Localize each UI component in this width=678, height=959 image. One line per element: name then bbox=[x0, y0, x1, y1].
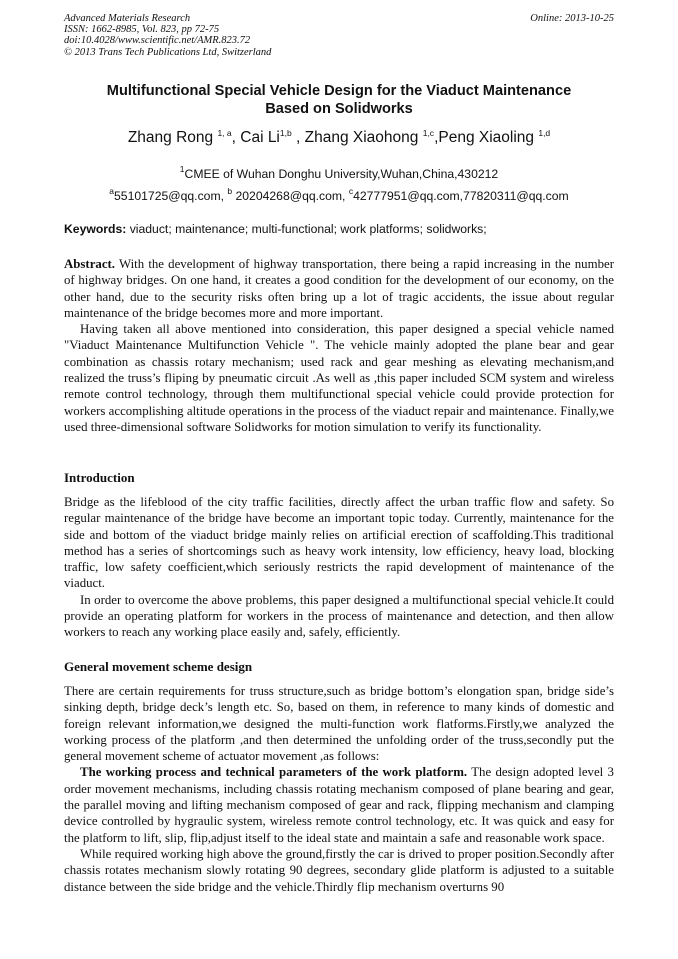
title-line-1: Multifunctional Special Vehicle Design for the Viaduct Maintenance bbox=[106, 83, 572, 99]
abstract-label: Abstract. bbox=[64, 257, 116, 271]
affiliation-text: CMEE of Wuhan Donghu University,Wuhan,China,430212 bbox=[184, 167, 499, 181]
author-affil-sup: 1,d bbox=[538, 128, 551, 138]
abstract-text-1: With the development of highway transportation, there being a rapid increasing in the number of highway bridges. On one hand, it creates a good condition for the development of our economy, on the other hand, due to the security risks often bring up a lot of tragic accidents, the issue about regular maintenance of the bridge becomes more and more important. bbox=[64, 257, 614, 320]
title-line-2: Based on Solidworks bbox=[265, 101, 413, 117]
abstract-paragraph-1 bbox=[64, 256, 614, 321]
general-movement-section bbox=[64, 683, 614, 895]
author-list bbox=[64, 128, 614, 147]
introduction-section bbox=[64, 494, 614, 641]
author-sep: , bbox=[434, 129, 439, 146]
affiliation-sup: 1 bbox=[179, 164, 185, 174]
abstract-section bbox=[64, 256, 614, 435]
journal-name: Advanced Materials Research bbox=[64, 13, 191, 24]
email-text: 42777951@qq.com,77820311@qq.com bbox=[353, 189, 569, 203]
email-sup: a bbox=[109, 186, 115, 196]
introduction-paragraph-1: Bridge as the lifeblood of the city traffic facilities, directly affect the urban traffic flow and safety. So regular maintenance of the bridge have become an important topic today. Currently, maintenance for the side and bottom of the viaduct bridge mainly relies on artificial erection of scaffolding.This traditional method has a series of shortcomings such as heavy work intensity, low efficiency, heavy load, blocking traffic, low safety coefficient,which seriously restricts the rapid development of maintenance of the viaduct. bbox=[64, 495, 614, 591]
author-affil-sup: 1,c bbox=[422, 128, 435, 138]
keywords-text: viaduct; maintenance; multi-functional; work platforms; solidworks; bbox=[126, 222, 487, 236]
email-text: 55101725@qq.com, bbox=[114, 189, 228, 203]
journal-header bbox=[64, 13, 271, 58]
keywords bbox=[64, 222, 614, 236]
keywords-label: Keywords: bbox=[64, 222, 127, 236]
general-paragraph-1: There are certain requirements for truss structure,such as bridge bottom’s elongation span, bridge side’s sinking depth, bridge deck’s length etc. So, based on them, in reference to many kinds of domestic and foreign relevant information,we designed the multi-function work flatforms.Firstly,we analyzed the working process of the platform ,and then determined the unfolding order of the truss,secondly put the general movement scheme of actuator movement ,as follows: bbox=[64, 684, 614, 764]
email-list bbox=[64, 186, 614, 203]
author-affil-sup: 1, a bbox=[217, 128, 232, 138]
affiliation bbox=[64, 164, 614, 181]
email-text: 20204268@qq.com, bbox=[232, 189, 349, 203]
general-paragraph-3: While required working high above the ground,firstly the car is drived to proper position.Secondly after chassis rotates mechanism slowly rotating 90 degrees, secondary glide platform is adjusted to a suitable distance between the side bridge and the vehicle.Thirdly flip mechanism overturns 90 bbox=[64, 846, 614, 894]
paper-title bbox=[64, 82, 614, 118]
email-sup: c bbox=[348, 186, 354, 196]
general-paragraph-2-bold: The working process and technical parameters of the work platform. bbox=[80, 765, 468, 780]
copyright: © 2013 Trans Tech Publications Ltd, Switzerland bbox=[64, 46, 272, 58]
issn: ISSN: 1662-8985, Vol. 823, pp 72-75 bbox=[64, 24, 220, 36]
author-sep: , bbox=[231, 129, 241, 146]
email-sup: b bbox=[227, 186, 233, 196]
author-name: Cai Li bbox=[240, 129, 280, 146]
author-affil-sup: 1,b bbox=[279, 128, 292, 138]
introduction-heading: Introduction bbox=[64, 470, 135, 485]
abstract-paragraph-2: Having taken all above mentioned into consideration, this paper designed a special vehicle named "Viaduct Maintenance Multifunction Vehicle ". The vehicle mainly adopted the plane bear and gear combination as chassis rotary mechanism; used rack and gear meshing as elevating mechanism,and realized the truss’s fliping by pneumatic circuit .As well as ,this paper included SCM system and wireless remote control technology, through them multifunctional special vehicle could provide protection for workers accomplishing altitude operations in the process of the viaduct repair and maintenance. Finally,we used three-dimensional software Solidworks for motion simulation to verify its functionality. bbox=[64, 322, 614, 434]
general-paragraph-2 bbox=[64, 764, 614, 845]
author-name: Zhang Rong bbox=[127, 129, 218, 146]
online-date: Online: 2013-10-25 bbox=[530, 13, 614, 24]
doi: doi:10.4028/www.scientific.net/AMR.823.72 bbox=[64, 35, 251, 47]
general-paragraph-2-text: The design adopted level 3 order movement mechanisms, including chassis rotating mechanism composed of plane bearing and gear, the parallel moving and lifting mechanism composed of gear and rack, flipping mechanism and clamping device controlled by hygraulic system, wireless remote control technology, etc. It was quick and easy for the platform to lift, slip, flip,adjust itself to the ideal state and maintain a safe and reasonable work space. bbox=[64, 765, 614, 845]
author-sep: , bbox=[291, 129, 305, 146]
author-name: Peng Xiaoling bbox=[438, 129, 539, 146]
introduction-paragraph-2: In order to overcome the above problems, this paper designed a multifunctional special vehicle.It could provide an operating platform for workers in the process of maintenance and detection, and then allow workers to reach any working place easily and, safely, efficiently. bbox=[64, 592, 614, 640]
author-name: Zhang Xiaohong bbox=[304, 129, 423, 146]
general-movement-heading: General movement scheme design bbox=[64, 659, 253, 674]
